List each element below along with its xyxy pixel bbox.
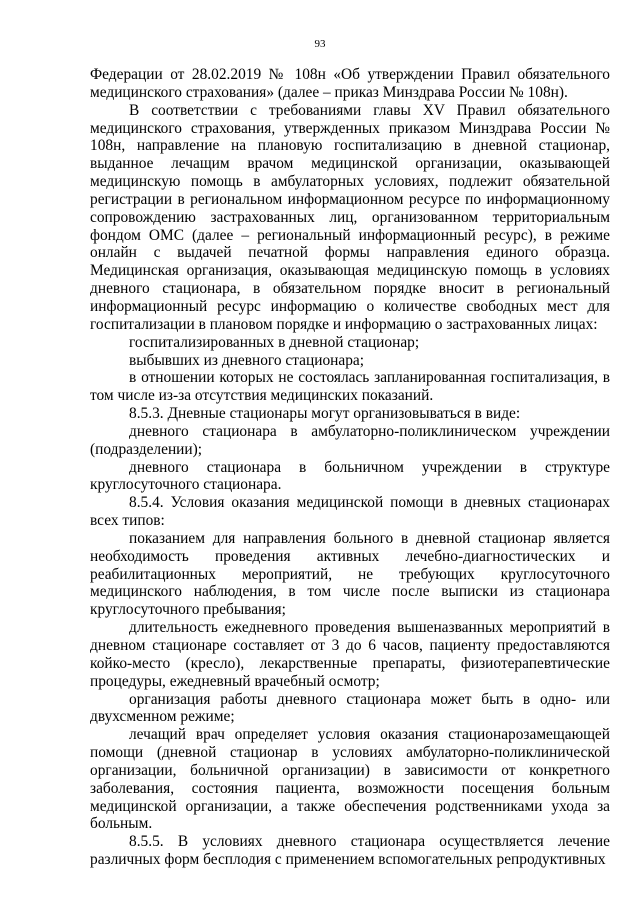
paragraph-13: лечащий врач определяет условия оказания стационарозамещающей помощи (дневной стационар в условиях амбулаторно-поликлинической организации, больничной организации) в зависимости от конкретного заболевания, состояния пациента, возможности посещения больным медицинской организации, а также обеспечения родственниками ухода за больным. — [90, 726, 610, 833]
paragraph-11: длительность ежедневного проведения вышеназванных мероприятий в дневном стационаре составляет от 3 до 6 часов, пациенту предоставляются койко-место (кресло), лекарственные препараты, физиотерапевтические процедуры, ежедневный врачебный осмотр; — [90, 619, 610, 690]
paragraph-9: 8.5.4. Условия оказания медицинской помощи в дневных стационарах всех типов: — [90, 494, 610, 530]
paragraph-8: дневного стационара в больничном учреждении в структуре круглосуточного стационара. — [90, 458, 610, 494]
paragraph-2: В соответствии с требованиями главы XV Правил обязательного медицинского страхования, утвержденных приказом Минздрава России № 108н, направление на плановую госпитализацию в дневной стационар, выданное лечащим врачом медицинской организации, оказывающей медицинскую помощь в амбулаторных условиях, подлежит обязательной регистрации в региональном информационном ресурсе по информационному сопровождению застрахованных лиц, организованном территориальным фондом ОМС (далее – региональный информационный ресурс), в режиме онлайн с выдачей печатной формы направления единого образца. Медицинская организация, оказывающая медицинскую помощь в условиях дневного стационара, в обязательном порядке вносит в региональный информационный ресурс информацию о количестве свободных мест для госпитализации в плановом порядке и информацию о застрахованных лицах: — [90, 101, 610, 333]
paragraph-4: выбывших из дневного стационара; — [129, 351, 365, 369]
paragraph-3: госпитализированных в дневной стационар; — [129, 333, 420, 351]
page-number: 93 — [314, 38, 326, 50]
paragraph-14: 8.5.5. В условиях дневного стационара осуществляется лечение различных форм бесплодия с применением вспомогательных репродуктивных — [90, 833, 610, 869]
paragraph-10: показанием для направления больного в дневной стационар является необходимость проведения активных лечебно-диагностических и реабилитационных мероприятий, не требующих круглосуточного медицинского наблюдения, в том числе после выписки из стационара круглосуточного пребывания; — [90, 529, 610, 619]
paragraph-5: в отношении которых не состоялась запланированная госпитализация, в том числе из-за отсутствия медицинских показаний. — [90, 369, 610, 405]
paragraph-6: 8.5.3. Дневные стационары могут организовываться в виде: — [129, 405, 521, 423]
paragraph-1: Федерации от 28.02.2019 № 108н «Об утверждении Правил обязательного медицинского страхования» (далее – приказ Минздрава России № 108н). — [90, 66, 610, 101]
paragraph-12: организация работы дневного стационара может быть в одно- или двухсменном режиме; — [90, 690, 610, 726]
document-body — [90, 66, 610, 869]
paragraph-7: дневного стационара в амбулаторно-поликлиническом учреждении (подразделении); — [90, 422, 610, 458]
